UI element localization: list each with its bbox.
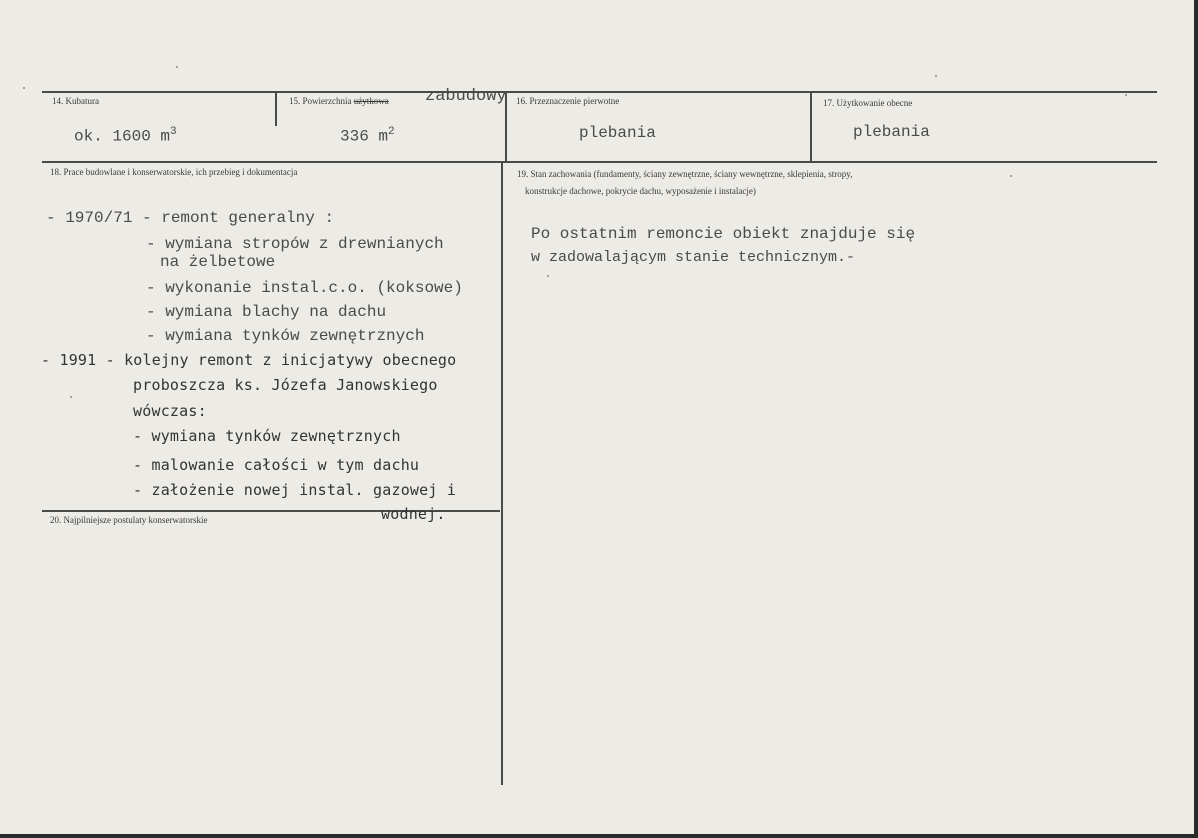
paper-speck xyxy=(23,87,25,89)
field-18-line: wówczas: xyxy=(133,402,207,420)
field-14-value-text: ok. 1600 m xyxy=(74,127,171,146)
field-15-value xyxy=(340,126,395,145)
field-19-line: w zadowalającym stanie technicznym.- xyxy=(531,249,856,266)
field-18-line: - wymiana stropów z drewnianych xyxy=(146,235,444,253)
field-18-line: - wymiana tynków zewnętrznych xyxy=(133,427,401,445)
field-16-value: plebania xyxy=(579,124,656,142)
field-14-value xyxy=(74,126,177,145)
field-15-label-added: zabudowy xyxy=(425,87,507,106)
field-19-line: Po ostatnim remoncie obiekt znajduje się xyxy=(531,225,916,243)
field-19-label-line1: 19. Stan zachowania (fundamenty, ściany zewnętrzne, ściany wewnętrzne, sklepienia, stropy, xyxy=(517,169,853,179)
divider-16-17 xyxy=(810,91,812,162)
field-17-label: 17. Użytkowanie obecne xyxy=(823,98,913,108)
field-17-value: plebania xyxy=(853,123,930,141)
paper-speck xyxy=(176,66,178,68)
field-18-line: - malowanie całości w tym dachu xyxy=(133,456,420,474)
field-18-label: 18. Prace budowlane i konserwatorskie, ich przebieg i dokumentacja xyxy=(50,167,298,177)
top-rule xyxy=(42,91,1157,93)
field-18-line: proboszcza ks. Józefa Janowskiego xyxy=(133,376,438,394)
field-18-line: - 1970/71 - remont generalny : xyxy=(46,209,335,227)
divider-center xyxy=(501,161,503,785)
field-14-label: 14. Kubatura xyxy=(52,96,99,106)
field-18-line: - założenie nowej instal. gazowej i xyxy=(133,481,457,499)
field-18-line: - wymiana tynków zewnętrznych xyxy=(146,327,425,345)
field-15-value-sup: 2 xyxy=(388,126,395,138)
paper-speck xyxy=(70,396,72,398)
field-15-label xyxy=(289,96,389,106)
field-18-line: - wymiana blachy na dachu xyxy=(146,303,387,321)
field-15-label-prefix: 15. Powierzchnia xyxy=(289,96,352,106)
field-18-line: - wykonanie instal.c.o. (koksowe) xyxy=(146,279,463,297)
divider-14-15 xyxy=(275,91,277,126)
field-20-label: 20. Najpilniejsze postulaty konserwatorskie xyxy=(50,515,208,525)
field-14-value-sup: 3 xyxy=(170,126,177,138)
field-18-line: - 1991 - kolejny remont z inicjatywy obecnego xyxy=(41,351,457,369)
field-19-label-line2: konstrukcje dachowe, pokrycie dachu, wyposażenie i instalacje) xyxy=(525,186,756,196)
field-15-label-struck: użytkowa xyxy=(353,96,389,106)
paper-speck xyxy=(547,275,549,277)
paper-speck xyxy=(1125,94,1127,96)
paper-speck xyxy=(935,75,937,77)
field-18-line: wodnej. xyxy=(381,505,446,523)
field-15-value-text: 336 m xyxy=(340,127,389,146)
field-18-line: na żelbetowe xyxy=(160,253,276,271)
field-16-label: 16. Przeznaczenie pierwotne xyxy=(516,96,620,106)
paper-speck xyxy=(1010,175,1012,177)
mid-rule xyxy=(42,161,1157,163)
